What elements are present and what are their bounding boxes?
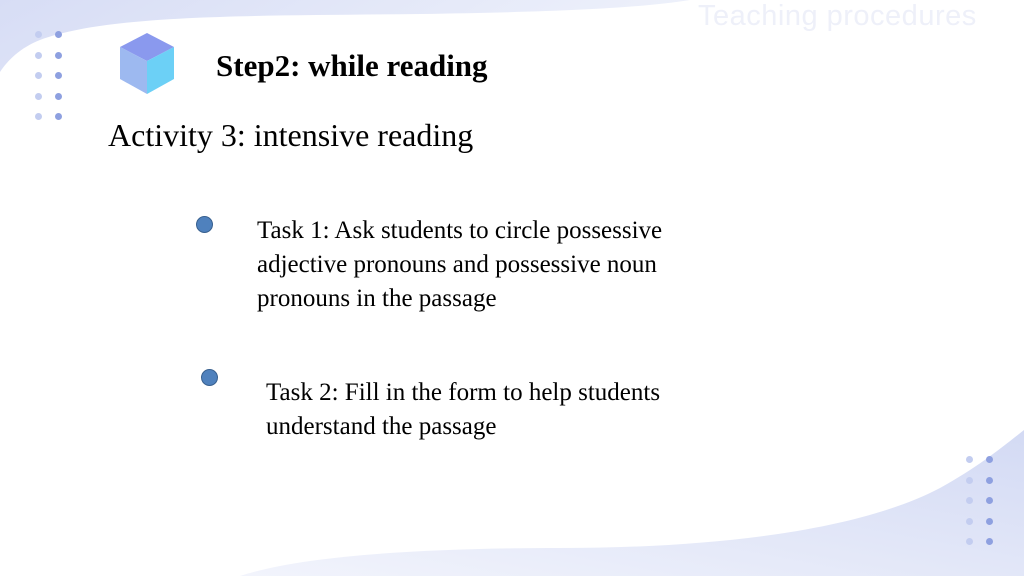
dot (55, 72, 62, 79)
watermark-text: Teaching procedures (698, 0, 977, 32)
dot-grid-left (35, 31, 62, 120)
dot (986, 518, 993, 525)
dot (35, 93, 42, 100)
bottom-right-wave (240, 430, 1024, 576)
dot (966, 518, 973, 525)
dot (35, 31, 42, 38)
dot (55, 113, 62, 120)
dot (55, 31, 62, 38)
dot (35, 72, 42, 79)
dot (35, 113, 42, 120)
dot (986, 497, 993, 504)
task-1-line-1: Task 1: Ask students to circle possessive (257, 217, 663, 244)
task-2-line-1: Task 2: Fill in the form to help students (266, 379, 661, 406)
task-2-line-2: understand the passage (266, 413, 497, 440)
circle-bullet-icon (201, 369, 218, 386)
dot (966, 456, 973, 463)
task-1-text (257, 214, 757, 316)
dot (986, 538, 993, 545)
dot-grid-right (966, 456, 993, 545)
cube-icon (118, 32, 176, 95)
task-1-line-3: pronouns in the passage (257, 285, 497, 312)
dot (55, 52, 62, 59)
dot (986, 477, 993, 484)
task-1-line-2: adjective pronouns and possessive noun (257, 251, 657, 278)
dot (966, 497, 973, 504)
dot (966, 538, 973, 545)
step-title: Step2: while reading (216, 48, 488, 83)
dot (986, 456, 993, 463)
task-2-text (266, 376, 766, 444)
circle-bullet-icon (196, 216, 213, 233)
dot (35, 52, 42, 59)
dot (966, 477, 973, 484)
dot (55, 93, 62, 100)
activity-title: Activity 3: intensive reading (108, 117, 474, 153)
